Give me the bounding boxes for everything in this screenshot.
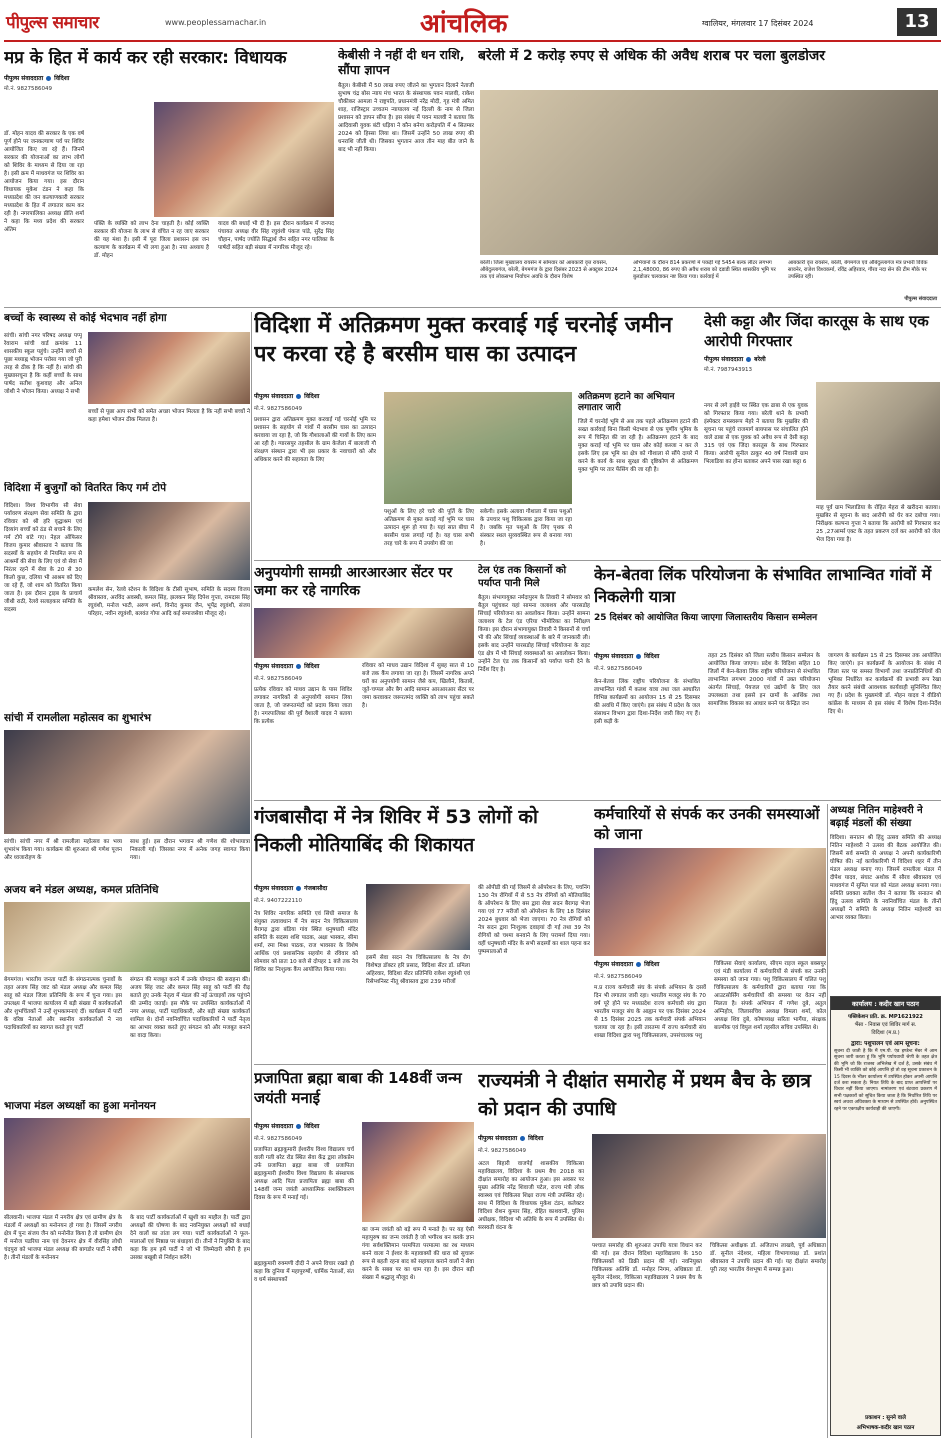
story-body-col1: केन-बेतवा लिंक राष्ट्रीय परियोजना के संभावित लाभान्वित गांवों में कलश यात्रा तथा जल आधारित विभिन्न कार्यक्रमों का आयोजन 15 से 25 दिसम्बर की अवधि में किए जाएंगे। इस संबंध में प्रदेश के जल संसाधन विभाग द्वारा दिशा-निर्देश जारी किए गए हैं। इसी कड़ी के — [594, 679, 700, 725]
byline: पीपुल्स संवाददाता गंजबासौदा — [254, 885, 328, 892]
story-body: विदिशा। सनातन श्री हिंदु उत्सव समिति की अध्यक्ष नितिन माहेश्वरी ने उत्सव की बैठक आयोजित की। जिसमें सर्व सम्मति से अध्यक्ष ने अपनी कार्यकारिणी घोषित की। नई कार्यकारिणी में विदिशा शहर में तीन मंडल अध्यक्ष बनाए गए। जिसमें रामलीला मंडल में दीपेश यादव, संघाट अशोक मैं सौरव श्रीवास्तव एवं माधवगंज में सुमित पाल को मंडल अध्यक्ष बनाया गया। समिति प्रवक्ता सतीश जैन ने बताया कि सनातन श्री हिंदु उत्सव समिति के नवनिर्वाचित मंडल के तीनों अध्यक्षों ने समिति के अध्यक्ष नितिन माहेश्वरी का आभार व्यक्त किया। — [830, 835, 941, 921]
story-nitin — [830, 804, 941, 992]
notice-title: कार्यालय : कदीर खान पठान — [831, 997, 940, 1010]
section-title: आंचलिक — [420, 9, 508, 39]
byline-mobile: मो.नं. 9827586049 — [254, 676, 303, 682]
story-photo — [154, 102, 334, 217]
story-headline: विदिशा में बुजुर्गों को वितरित किए गर्म टोपे — [4, 482, 167, 494]
byline-dot-icon — [746, 357, 751, 362]
story-headline: केबीसी ने नहीं दी धन राशि, सौंपा ज्ञापन — [338, 48, 465, 77]
photo-caption-2: अभियानों के दौरान 814 प्रकरणों में पकड़ी गई 5454 बल्क लीटर लगभग 2,1,48000, 86 रुपए की अवैध शराब को दडाडी स्थित शासकीय भूमि पर बुलडोजर चलवाकर नष्ट किया गया। कार्रवाई में — [633, 260, 776, 280]
byline-mobile: मो.नं. 9827586049 — [478, 1148, 527, 1154]
notice-sub2: विदिशा (म.प्र.) — [871, 1030, 900, 1036]
story-photo — [384, 392, 572, 504]
story-atikraman — [254, 312, 700, 556]
story-body-col2: इसमें सेवा सदन नेत्र चिकित्सालय के नेत्र रोग विशेषज्ञ डॉक्टर हरि प्रसाद, विदिशा सेंटर डॉ. प्रमिला अहिरवार, विदिशा सेंटर प्रतिनिधि राकेश रघुवंशी एवं रिसेप्शनिस्ट नीतू श्रीवास्तव द्वारा 239 मरीजों — [366, 955, 470, 985]
story-headline: भाजपा मंडल अध्यक्षों का हुआ मनोनयन — [4, 1100, 156, 1112]
story-body-col2: कमलेश सेन, रेलवे स्टेशन के विदिशा के टीसी सुभाष, समिति के सदस्य विजय श्रीवास्तव, अरविंद अवस्थी, कमल सिंह, झलकन सिंह दिपेश गुप्ता, रामदास सिंह रघुवंशी, मनोज भाटी, अरुण शर्मा, विनोद कुमार जैन, भूपेंद्र रघुवंशी, संजय परिहार, नवीन रघुवंशी, बलवंत गोपा आदि कई समाजसेवा मौजूद रहे। — [88, 587, 250, 617]
notice-body: सूचना दी जाती है कि मैं एम.पी. एंड इण्डेन्ट मेंबर में आम सूचना जारी करता हूं कि भूमि पर्यायवाची श्रेणी के तहत क्षेत्र की भूमि जो कि राजस्व अभिलेख में दर्ज है, उसके संबंध में किसी भी व्यक्ति को कोई आपत्ति हो तो वह सूचना प्रकाशन के 15 दिवस के भीतर कार्यालय में उपस्थित होकर अपनी आपत्ति दर्ज करा सकता है। नियत तिथि के बाद प्राप्त आपत्तियों पर विचार नहीं किया जाएगा। नामांतरण एवं बंटवारा प्रकरण में सभी पक्षकारों को सूचित किया जाता है कि निर्धारित तिथि पर स्वयं अथवा अधिवक्ता के माध्यम से उपस्थित होवें। अनुपस्थित रहने पर एकपक्षीय कार्यवाही की जाएगी। — [834, 1049, 937, 1112]
byline-dot-icon — [636, 962, 641, 967]
story-body-col2: पश्चात समारोह की शुरुआत उपाधि यात्रा विधान कर की गई। इस दौरान विदिशा महाविद्यालय के 150 चिकित्सकों को डिक्री प्रदान की गई। नवनियुक्त चिकित्सक अतिथि डॉ. मनोहर निगम, अधिष्ठाता डॉ. सुनील नंदेश्वर, चिकित्सा महाविद्यालय ने प्रथम बैच के छात्र को उपाधि प्रदान की। — [592, 1243, 702, 1289]
story-body: बैतूल। केबीसी में 50 लाख रुपए जीतने का भुगतान दिलाने नेताजी सुभाष चंद्र बोस न्याय मंच भारत के संस्थापक पवन मालवी, राकेश चौकीकर आमला ने राष्ट्रपति, प्रधानमंत्री नरेंद्र मोदी, गृह मंत्री अमित शाह, राजिस्ट्रार उच्चतम न्यायालय नई दिल्ली के नाम से जिला प्रशासन को ज्ञापन सौंपा है। इस संबंध में पवन मालवी ने बताया कि आदिवासी युवक बंटी धड़िया ने कौन बनेगा करोड़पति में 4 सितम्बर 2024 को हिस्सा लिया था। जिसमें उन्होंने 50 लाख रुपए की धनराशि जीती थी। जिसका भुगतान आज तीन माह बीत जाने के बाद भी नहीं किया। — [338, 82, 474, 153]
story-headline: टेल एंड तक किसानों को पर्याप्त पानी मिले — [478, 565, 567, 589]
story-ramleela — [4, 712, 250, 880]
story-sanchi-health — [4, 312, 250, 478]
story-photo — [362, 1122, 474, 1222]
byline-mobile: मो.नं. 7987943913 — [704, 367, 753, 373]
story-body-col1: सीलवानी। भाजपा मंडल में नगरीय क्षेत्र एवं ग्रामीण क्षेत्र के मंडलों में अध्यक्षों का मनोनयन हो गया है। जिसमें नगरीय क्षेत्र में पुनः संजय जैन को मनोनीत किया है तो ग्रामीण क्षेत्र में मनोज पडरिया नाम एवं देवनगर क्षेत्र में वीरसिंह लोधी चंदपुरा को भाजपा मंडल अध्यक्ष की बागडोर पार्टी ने सौंपी है। तीनों मंडलों के मनोनयन — [4, 1215, 122, 1261]
page-number: 13 — [897, 8, 937, 36]
divider — [254, 1064, 826, 1065]
story-headline: अनुपयोगी सामग्री आरआरआर सेंटर पर जमा कर रहे नागरिक — [254, 565, 453, 600]
story-rajyamantri — [478, 1068, 826, 1438]
story-body-col2: माह पूर्व ग्राम भिलाडिया के रोहित मेहरा से खरीदना बताया। मुखबिर से सूचना के बाद आरोपी को घेर कर दबोचा गया। निरीक्षक कल्पना गुप्ता ने बताया कि आरोपी को गिरफ्तार कर 25 ,27आर्म्स एक्ट के तहत प्रकरण दर्ज कर आरोपी को जेल भेज दिया गया है। — [816, 505, 940, 543]
story-headline: केन-बेतवा लिंक परियोजना के संभावित लाभान्वित गांवों में निकलेगी यात्रा — [594, 565, 932, 607]
story-photo — [88, 332, 250, 404]
story-bhajpa — [4, 1100, 250, 1438]
byline-dot-icon — [296, 1124, 301, 1129]
story-photo — [592, 1134, 826, 1238]
byline-dot-icon — [636, 654, 641, 659]
story-headline: सांची में रामलीला महोत्सव का शुभारंभ — [4, 712, 151, 724]
byline-mobile: मो.नं. 9827586049 — [254, 1136, 303, 1142]
byline: पीपुल्स संवाददाता विदिशा — [4, 75, 70, 83]
photo-caption-3: आबकारी वृत्त रायसेन, बरेली, बेगमगंज एवं औबेदुल्लागंज मंत्र प्रभारी विवेक सावनेर, राजेश विश्वकर्मा, रविंद्र अहिरवार, गौरव नदा सेन की टीम मौके पर उपस्थित रही। — [788, 260, 928, 280]
story-body-col1: प्रत्येक रविवार को माधव उद्यान के पास शिविर लगाकर नागरिकों से अनुपयोगी सामान लिया जाता है, जो जरूरतमंदों को प्रदाय किया जाता है। नगरपालिका की पूर्व वैशाली यादव ने बताया कि प्रत्येक — [254, 687, 352, 725]
story-headline: गंजबासौदा में नेत्र शिविर में 53 लोगों को निकली मोतियाबिंद की शिकायत — [254, 806, 538, 856]
story-photo — [366, 884, 470, 950]
story-body-col2: साथ हुई। इस दौरान भगवान श्री गणेश की शोभायात्रा निकाली गई। जिसका नगर में अनेक जगह स्वागत किया गया। — [130, 839, 250, 861]
divider — [4, 307, 941, 308]
story-headline: देसी कट्टा और जिंदा कारतूस के साथ एक आरोपी गिरफ्तार — [704, 312, 929, 350]
masthead — [0, 0, 945, 44]
column-rule — [827, 804, 828, 1438]
story-body-col1: बेगमगंज। भारतीय जनता पार्टी के संगठनात्मक चुनावों के तहत अजय सिंह जाट को मंडल अध्यक्ष और कमल सिंह साहू को मंडल जिला प्रतिनिधि के रूप में चुना गया। इस उपलक्ष्य में भाजपा कार्यालय में बड़ी संख्या में कार्यकर्ताओं और शुभचिंतकों ने उन्हें शुभकामनाएं दीं। कार्यक्रम में पार्टी के वरिष्ठ नेताओं और स्थानीय कार्यकर्ताओं ने नव पदाधिकारियों का स्वागत करते हुए पार्टी — [4, 977, 122, 1031]
byline: पीपुल्स संवाददाता विदिशा — [594, 961, 660, 968]
story-tope — [4, 482, 250, 708]
byline-mobile: मो.नं. 9827586049 — [4, 86, 53, 93]
column-rule — [251, 312, 252, 1438]
story-katta — [704, 312, 941, 556]
story-body-col1: सांची। सांची नगर में श्री रामलीला महोत्सव का भव्य शुभारंभ किया गया। कार्यक्रम की शुरुआत श्री गणेश पूजन और ध्वजारोहण के — [4, 839, 122, 861]
story-photo — [480, 90, 938, 255]
story-body-col2: पशुओं के लिए हरे चारे की पूर्ति के लिए अतिक्रमण से मुक्त कराई गई भूमि पर घास उत्पादन शुरू हो गया है। यहां सात बीघा में बरसीम घास लगाई गई है। यह घास सभी तरह चारे के रूप में उपयोग की जा — [384, 509, 474, 547]
story-tail — [478, 564, 590, 796]
story-body-col1: अटल बिहारी वाजपेई शासकीय चिकित्सा महाविद्यालय, विदिशा के प्रथम बैच 2018 का दीक्षांत समारोह का आयोजन हुआ। इस अवसर पर मुख्य अतिथि नरेंद्र शिवाजी पटेल, राज्य मंत्री लोक स्वास्थ्य एवं चिकित्सा शिक्षा राज्य मंत्री उपस्थित रहे। साथ में विदिशा के विधायक मुकेश टंडन, कलेक्टर विदिशा रोशन कुमार सिंह, रोहित काशवानी, पुलिस अधीक्षक, विदिशा भी अतिथि के रूप में उपस्थित थे। सरस्वती वंदना के — [478, 1161, 584, 1231]
story-headline: कर्मचारियों से संपर्क कर उनकी समस्याओं को जाना — [594, 805, 820, 844]
story-body-col3: की ओपीडी की गई जिसमें से ऑपरेशन के लिए, पचनिंग 130 नेत्र रोगियों में से 53 नेत्र रोगियों को मोतियाबिंद के ऑपरेशन के लिए बस द्वारा सेवा सदन बैरागढ़ भेजा गया एवं 77 मरीजों को ऑपरेशन के लिए 18 दिसंबर 2024 बुधवार को भेजा जाएगा। 70 नेत्र रोगियों को नेत्र सदन द्वारा निःशुल्क दवाइयां दी गई तथा 39 नेत्र रोगियों को चश्मा बनवाने के लिए परामर्श दिया गया। वहीं धनुषधारी मंदिर के सभी सदस्यों का शाल पहना कर पुष्पमालाओं से — [478, 885, 590, 955]
byline: पीपुल्स संवाददाता विदिशा — [254, 663, 320, 670]
notice-heading: द्वारा: पशुपालन एवं आम सूचना: — [851, 1041, 920, 1047]
paper-logo: पीपुल्स समाचार — [6, 13, 99, 33]
story-body-col3: यादव की बधाई भी दी है। इस दौरान कार्यक्रम में जनपद पंचायत अध्यक्ष वीर सिंह रघुवंशी पंकज पांडे, सुरेंद्र सिंह चौहान, पार्षद ज्योति सिद्धार्थ जैन सहित नगर पालिका के पार्षदों सहित बड़ी संख्या में नागरिक मौजूद रहे। — [218, 221, 334, 251]
website: www.peoplessamachar.in — [165, 18, 267, 27]
byline-dot-icon — [296, 394, 301, 399]
story-body-col2: बच्चों से पूछा आप सभी को समेत अच्छा भोजन मिलता है कि नहीं सभी बच्चों ने कहा हमेशा भोजन ठीक मिलता है। — [88, 409, 250, 423]
story-headline: बरेली में 2 करोड़ रुपए से अधिक की अवैध शराब पर चला बुलडोजर — [478, 48, 825, 64]
story-headline: विदिशा में अतिक्रमण मुक्त करवाई गई चरनोई जमीन पर करवा रहे है बरसीम घास का उत्पादन — [254, 313, 673, 367]
byline: पीपुल्स संवाददाता बरेली — [704, 356, 766, 363]
story-headline: बच्चों के स्वास्थ्य से कोई भेदभाव नहीं होगा — [4, 312, 167, 324]
story-body-col2: रविवार को माधव उद्यान विदिशा में सुबह सात से 10 बजे तक कैंप लगाया जा रहा है। जिसमें नागरिक अपने घरों का अनुपयोगी सामान जैसे कप, खिलौने, किताबें, जूते-चप्पल और बैग आदि सामान आरआरआर सेंटर पर जमा करवाकर जरूरतमंद व्यक्ति को लाभ पहुंचा सकते है। — [362, 663, 474, 709]
story-body: बैतूल। संभागायुक्त नर्मदापुरम के तिवारी ने सोमवार को बैतूल पहुंचकर यहां सामना जलाशय और पारसडोह सिंचाई परियोजना का अवलोकन किया। उन्होंने सामना जलाशय के टेल एंड एरिया भीमोरिका का निरीक्षण किया। इस दौरान संभागायुक्त तिवारी ने किसानों से चर्चा भी की और सिंचाई व्यवस्थाओं के बारे में जानकारी ली। इसके बाद उन्होंने पारसडोह सिंचाई परियोजना के राइट एंड क्षेत्र में भी सिंचाई व्यवस्थाओं का अवलोकन किया। उन्होंने टेल एंड तक किसानों को पर्याप्त पानी देने के निर्देश दिए है। — [478, 595, 590, 673]
byline-dot-icon — [296, 886, 301, 891]
side-headline: अतिक्रमण हटाने का अभियान लगातार जारी — [578, 392, 675, 413]
byline-dot-icon — [46, 76, 51, 81]
story-photo — [88, 502, 250, 580]
story-photo — [4, 902, 250, 972]
story-body-col3: का जन्म जयंती को बड़े रूप में मनाते है। पर यह ऐसी महापुरुष का जन्म जयंती है जो भगीरथ बन करके ज्ञान गंगा सर्वशक्तिमान परमपिता परमात्मा का रथ माध्यम बनने वाला ने ईश्वर के महावाक्यों की धारा को सुचारू रूप से बहती रहना बाद को सहायता कराने वालों ने सेवा करने के सबब पर का धाम रहा है। इस दौरान बड़ी संख्या में श्रद्धालु मौजूद थे। — [362, 1227, 474, 1281]
story-body-col1: डॉ. मोहन यादव की सरकार के एक वर्ष पूर्ण होने पर जनकल्याण पर्व पर शिविर आयोजित किए जा रहे हैं। जिनमें सरकार की योजनाओं का लाभ लोगों को शिविर के माध्यम से दिया जा रहा है। इसी क्रम में माधवगंज पर शिविर का आयोजन किया गया। इस दौरान विधायक मुकेश टंडन ने कहा कि मध्यप्रदेश की जन कल्याणकारी सरकार मध्यप्रदेश के हित में लगातार काम कर रही है। नगरपालिका अध्यक्ष प्रीति शर्मा ने कहा कि मध्य प्रदेश की सरकार अंतिम — [4, 131, 84, 233]
story-gunjbasoda — [254, 804, 590, 1060]
story-body-col2: के बाद पार्टी कार्यकर्ताओं में खुशी का माहौल है। पार्टी द्वारा अध्यक्षों की घोषणा के बाद नवनियुक्त अध्यक्षों को बधाई देने वालों का तांता लग गया। पार्टी कार्यकर्ताओं ने फूल-मालाओं एवं मिष्ठान्न पर बंधाइयां दी। तीनों ने नियुक्ति के बाद कहा कि हम हमें पार्टी ने जो भी जिम्मेदारी सौंपी है हम उसका बखूबी से निर्वहन करेंगे। — [130, 1215, 250, 1261]
story-brahma — [254, 1068, 474, 1438]
photo-caption-1: बरेली। जिला मुख्यालय रायसेन में सोमवार को आबकारी वृत्त रायसेन, औबेदुल्लागंज, बरेली, बेगमगंज के द्वारा दिसंबर 2023 से अक्टूबर 2024 तक एवं लोकसभा निर्वाचन अवधि के दौरान विशेष — [480, 260, 618, 280]
story-vidhayak — [4, 48, 334, 304]
story-body-col3: जागरण के कार्यक्रम 15 से 25 दिसम्बर तक आयोजित किए जाएंगे। इन कार्यक्रमों के आयोजन के संबंध में जिला स्तर पर समस्त विभागों तथा जनप्रतिनिधियों की भूमिका निर्धारित कर कार्यक्रमों की प्रभावी रूप रेखा तैयार करने संबंधी आवश्यक कार्यवाही सुनिश्चित किए गए हैं। प्रदेश के मुख्यमंत्री डॉ. मोहन यादव ने वीडियो कांफ्रेंस के माध्यम से इस संबंध में विशेष दिशा-निर्देश दिए थे। — [828, 653, 941, 715]
story-bareli — [478, 48, 941, 304]
story-body-col1: विदिशा। विश्व विभागीय सी सेवा पर्यावरण संरक्षण सेवा समिति के द्वारा रविवार को श्री हरि वृद्धाश्रम एवं दिव्यांग बच्चों को ठंड से बचाने के लिए गर्म टोपे बांटे गए। नेहल ऑफिसर विजय कुमार श्रीवास्तव ने बताया कि सदस्यों के सहयोग से नियमित रूप से आश्रमों की सेवा के लिए एवं वो सेवा में निरंतर रहने में सेवा के 20 से 30 किलो कुछ, दलिया भी आश्रम को दिए जा रहे हैं, जो शाम को वितरित किया जाता है। इस दौरान ट्राइब के प्राचार्य जीथी राठी, रेलवे सलाहकार समिति के सदस्य — [4, 503, 82, 613]
story-karmachari — [594, 804, 826, 1068]
story-body-col1: प्रशासन द्वारा अतिक्रमण मुक्त करवाई गई चरनोई भूमि पर प्रशासन के सहयोग से गांवों में बरसीम घास का उत्पादन करवाया जा रहा है, जो कि गौशालाओं की गायों के लिए काम आ रही है। ग्यारसपुर तहसील के ग्राम केजेला में बालाजी गौ संरक्षण संस्थान द्वारा भी इस प्रकार के नवाचारों को और अधिकार करने की सहायता के लिए — [254, 417, 376, 463]
story-body-col2: ब्रह्माकुमारी रुक्मणी दीदी ने अपने विचार रखते हो कहा कि दुनिया में महापुरुषों, धार्मिक नेताओं, संत व धर्म संस्थापकों — [254, 1261, 354, 1283]
story-body-col1: नगर से लगे हाईवे पर स्थित एक ढाबा से एक युवक को गिरफ्तार किया गया। बरेली थाने के प्रभारी इंस्पेक्टर रामस्वरूप मेहरे ने बताया कि मुखबिर की सूचना पर पहुंचे राजमार्ग बायपास पर संचालित होने वाले ढाबा से एक युवक को अवैध रूप से देसी कट्टा 315 एवं एक जिंदा कारतूस के साथ गिरफ्तार किया। आरोपी सुनील ठाकुर 40 वर्ष निवासी ग्राम भिलाडिया का होना बताकर अपने पास रखा कट्टा 6 — [704, 403, 808, 465]
byline-mobile: मो.नं. 9827586049 — [594, 666, 643, 672]
story-samagri — [254, 564, 474, 796]
story-body-col1: नेत्र शिविर नागरिक समिति एवं सिंधी समाज के संयुक्त तत्वावधान में नेत्र सदन नेत्र चिकित्सालय बैरागढ़ द्वारा बंडिया गांव स्थित धनुषधारी मंदिर समिति के सदस्य शशि पाठक, अक्षा भास्कर, सीमा शर्मा, रमा मिश्रा पाठक, राज भावसार के विशेष आर्थिक एवं प्रशासनिक सहयोग से रविवार को सोमवार को प्रातः 10 बजे से दोपहर 1 बजे तक नेत्र शिविर का निःशुल्क कैंप आयोजित किया गया। — [254, 911, 358, 973]
story-kbc — [338, 48, 474, 304]
byline: पीपुल्स संवाददाता विदिशा — [594, 653, 660, 660]
byline-mobile: मो.नं. 9827586049 — [594, 974, 643, 980]
byline-mobile: मो.नं. 9407222110 — [254, 898, 303, 904]
story-body-col1: म.प्र राज्य कर्मचारी संघ के संपर्क अभियान के दसवें दिन भी लगातार जारी रहा। भारतीय मजदूर संघ के 70 वर्ष पूरे होने पर मध्यप्रदेश राज्य कर्मचारी संघ द्वारा भारतीय मजदूर संघ के आह्वान पर एक दिसंबर 2024 से 15 दिसंबर 2025 तक कर्मचारी संपर्क अभियान चलाया जा रहा है। इसी तारतम्य में राज्य कर्मचारी संघ शाखा विदिशा द्वारा पशु चिकित्सालय, उपसंचालक पशु — [594, 985, 706, 1039]
side-body: जिले में चरनोई भूमि से अब तक पहले अतिक्रमण हटाने की सख्त कार्रवाई बिना किसी भेदभाव से एक पूर्णीय भूमिय के रूप में चिन्हित की जा रही है। अतिक्रमण हटाने के बाद मुक्त कराई गई भूमि पर घास और कोई कब्जा न कर ले इसके लिए इस भूमि का क्षेत्र को गौशाला से सौंपे दायरे में करने के कार्य के साथ सुरक्षा की दृष्टिकोण से अतिक्रमण मुक्त भूमि पर तार फेंसिंग की जा रही है। — [578, 419, 698, 473]
story-headline: अजय बने मंडल अध्यक्ष, कमल प्रतिनिधि — [4, 884, 159, 896]
byline-mobile: मो.नं. 9827586049 — [254, 406, 303, 412]
dateline: ग्वालियर, मंगलवार 17 दिसंबर 2024 — [702, 19, 814, 28]
credit: पीपुल्स संवाददाता — [904, 296, 937, 302]
byline: पीपुल्स संवाददाता विदिशा — [478, 1135, 544, 1142]
story-ajay — [4, 884, 250, 1096]
byline-dot-icon — [520, 1136, 525, 1141]
story-body-col2: संगठन की मजबूत करने में उनके योगदान की सराहना की। अजय सिंह जाट और कमल सिंह साहू को पार्टी की रीढ़ बताते हुए उनके नेतृत्व में मंडल की नई ऊंचाइयों तक पहुंचने की उम्मीद जताई। इस मौके पर उपस्थित कार्यकर्ताओं में नगर अध्यक्ष, पार्टी पदाधिकारी, और बड़ी संख्या कार्यकर्ता शामिल थे। दोनों नवनिर्वाचित पदाधिकारियों ने पार्टी नेतृत्व का आभार व्यक्त करते हुए संगठन को और मजबूत बनाने का वादा किया। — [130, 977, 250, 1039]
story-body-col2: तहत 25 दिसंबर को जिला स्तरीय किसान सम्मेलन के आयोजित किया जाएगा। प्रदेश के विदिशा सहित 10 जिलों में केन-बेतवा लिंक राष्ट्रीय परियोजना से संभावित लाभान्वित लगभग 2000 गांवों में उक्त परियोजना अंतर्गत सिंचाई, पेयजल एवं उद्योगों के लिए जल उपलब्धता तथा इससे इन ग्रामों के आर्थिक तथा सामाजिक विकास का आधार बनने पर केन्द्रित जन — [708, 653, 820, 707]
notice-footer-2: अभिभाषक-कदीर खान पठान — [856, 1425, 915, 1431]
story-body-col3: चिकित्सा अधीक्षक डॉ. अजिताभ लाखवे, पूर्व अधिष्ठाता डॉ. सुनील नंदेश्वर, महिला विभागाध्यक्ष डॉ. प्रशांत श्रीवास्तव ने उपाधि प्रदान की गई। यह दीक्षांत समारोह पूरी तरह भारतीय वेशभूषा में सम्पन्न हुआ। — [710, 1243, 826, 1273]
story-body-col2: चिकित्सा सेवाएं कार्यालय, सीएम राइज स्कूल बक्सपुर एवं मंडी कार्यालय में कर्मचारियों से संपर्क कर उनकी समस्या को जाना गया। पशु चिकित्सालय में चलित पशु चिकित्सालय के कर्मचारियों द्वारा बताया गया कि आउटसोर्सिंग कर्मचारियों की समस्या पर वेतन नहीं मिलता है। संपर्क अभियान में गणेश दुबे, अतुल अग्निहोत्र, जिलासचिव अध्यक्ष विमला शर्मा, कोल अध्यक्ष शिव दुबे, कोषाध्यक्ष सरिता भार्गेया, संरक्षक बाल्मीक एवं विपुल शर्मा तहसील सचिव उपस्थित थे। — [714, 961, 826, 1031]
story-photo — [594, 848, 826, 956]
story-headline: अध्यक्ष नितिन माहेश्वरी ने बढ़ाई मंडलों की संख्या — [830, 805, 923, 829]
story-photo — [4, 1118, 250, 1210]
story-body-col1: सांची। सांची नगर परिषद अध्यक्ष पप्पू रेवाराम सांची वार्ड क्रमांक 11 शासकीय स्कूल पहुंचे। उन्होंने बच्चों से पूछा मध्याह्न भोजन परोसा गया जो पूरी तरह से ठीक है कि नहीं है। सांची की मुख्यासचूना है कि कहीं बच्चों के साथ पार्षद सतीश कुशवाह और अनिल जोशी ने भोजन किया। अध्यक्ष ने सभी — [4, 333, 82, 395]
masthead-rule — [4, 40, 941, 42]
notice-footer-1: प्रकाशन : सुनने वाले — [865, 1415, 906, 1421]
story-photo — [4, 730, 250, 834]
story-photo — [254, 608, 474, 658]
notice-box — [830, 996, 941, 1436]
notice-subtitle: पब्लिकेशन प्रति. क्र. MP1621922 — [848, 1014, 923, 1020]
byline: पीपुल्स संवाददाता विदिशा — [254, 393, 320, 400]
story-headline: प्रजापिता ब्रह्मा बाबा की 148वीं जन्म जयंती मनाई — [254, 1069, 462, 1108]
story-body-col1: प्रजापिता ब्रह्माकुमारी ईश्वरीय विश्व विद्यालय चर्च वाली गली बरेट रोड स्थित सेवा केंद्र द्वारा लोकप्रेम उर्फ प्रजापिता ब्रह्मा बाबा जी प्रजापिता ब्रह्माकुमारी ईश्वरीय विश्व विद्यालय के संस्थापक अध्यक्ष आदि पिता प्रजापिता ब्रह्मा बाबा की 148वीं जन्म जयंती आध्यात्मिक सशक्तिकरण दिवस के रूप में मनाई गई। — [254, 1147, 354, 1201]
story-photo — [816, 382, 940, 500]
byline: पीपुल्स संवाददाता विदिशा — [254, 1123, 320, 1130]
story-body-col2: पंक्ति के व्यक्ति को लाभ देना चाहती है। कोई व्यक्ति सरकार की योजना के लाभ से वंचित न रह जाए सरकार की यह मंशा है। इसी में पूरा जिला प्रशासन इस जन कल्याण के कार्यक्रम में भी लगा हुआ है। नया अध्याय है डॉ. मोहन — [94, 221, 209, 259]
story-subheadline: 25 दिसंबर को आयोजित किया जाएगा जिलास्तरीय किसान सम्मेलन — [594, 612, 818, 623]
byline-dot-icon — [296, 664, 301, 669]
story-kenbetwa — [594, 564, 941, 796]
notice-line: भैंसा - निवास एवं शिविर मार्ग स. — [854, 1022, 917, 1028]
divider — [254, 800, 941, 801]
story-headline: राज्यमंत्री ने दीक्षांत समारोह में प्रथम बैच के छात्र को प्रदान की उपाधि — [478, 1070, 812, 1120]
divider — [254, 560, 941, 561]
story-headline: मप्र के हित में कार्य कर रही सरकार: विधायक — [4, 48, 287, 68]
story-body-col3: सकेगी। इसके अलावा गौशाला में घास पशुओं के उपचार पशु चिकित्सक द्वारा किया जा रहा है। जबकि मृत पशुओं के लिए पृथक से संस्कार स्थल सुव्यवस्थित रूप से बनाया गया है। — [480, 509, 572, 547]
